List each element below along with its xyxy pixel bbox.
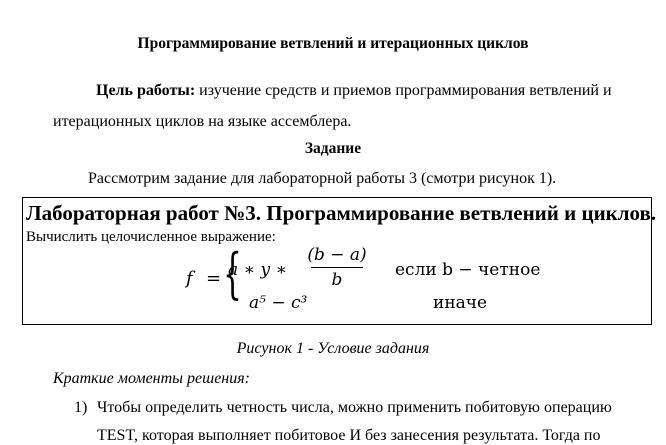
piecewise-formula	[23, 198, 653, 326]
figure-box	[22, 197, 657, 325]
document-title: Программирование ветвлений и итерационных циклов	[137, 35, 529, 52]
list-item-number: 1)	[74, 399, 88, 416]
intro-text: Рассмотрим задание для лабораторной работы 3 (смотри рисунок 1).	[88, 170, 557, 187]
figure-subtitle: Вычислить целочисленное выражение:	[26, 229, 276, 245]
goal-label: Цель работы:	[96, 82, 196, 99]
task-heading: Задание	[304, 140, 362, 157]
case1-fraction	[307, 244, 367, 291]
fraction-numerator: (b − a)	[307, 245, 367, 265]
brief-heading: Краткие моменты решения:	[53, 370, 250, 387]
formula-equals: =	[206, 268, 222, 289]
fraction-bar	[311, 267, 363, 268]
list-item-line2: TEST, которая выполняет побитовое И без занесения результата. Тогда по	[97, 427, 601, 444]
list-item-line1: Чтобы определить четность числа, можно применить побитовую операцию	[97, 399, 612, 416]
goal-text: изучение средств и приемов программирования ветвлений и	[195, 82, 612, 99]
goal-paragraph-line1	[96, 82, 612, 100]
figure-caption: Рисунок 1 - Условие задания	[236, 340, 430, 357]
goal-paragraph-line2: итерационных циклов на языке ассемблера.	[53, 113, 352, 130]
formula-brace: {	[223, 242, 242, 305]
formula-lhs: f	[186, 268, 193, 289]
case1-condition: если b − четное	[395, 260, 541, 280]
fraction-denominator: b	[331, 270, 343, 290]
case2-condition: иначе	[433, 293, 488, 313]
figure-title: Лабораторная работ №3. Программирование ветвлений и циклов.	[26, 201, 657, 225]
case1-expression: a ∗ y ∗	[228, 260, 288, 280]
case2-expression: a⁵ − c³	[249, 293, 308, 313]
